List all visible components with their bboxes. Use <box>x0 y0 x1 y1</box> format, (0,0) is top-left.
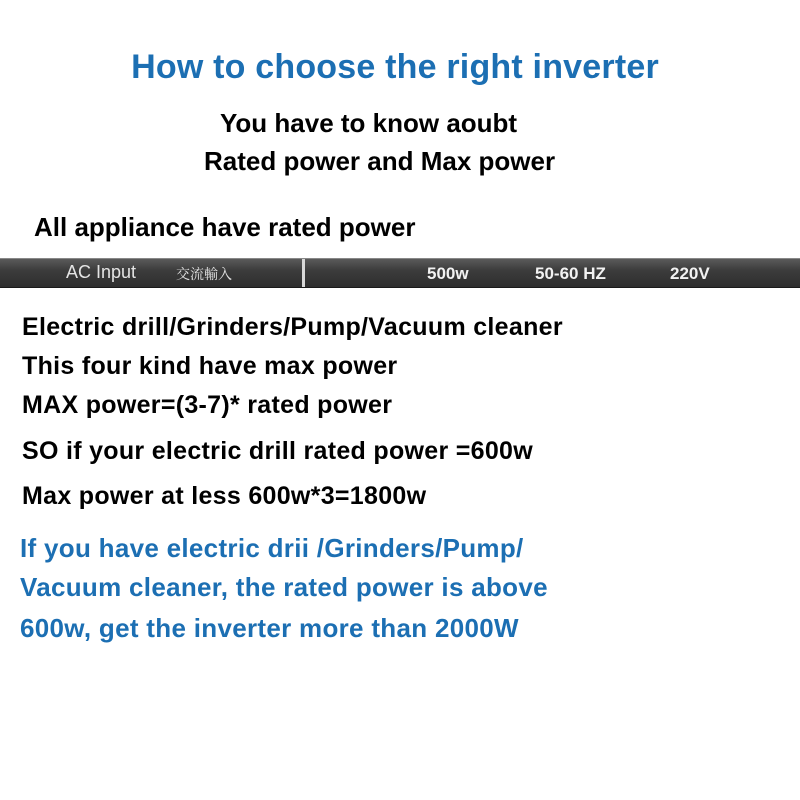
spec-voltage-value: 220V <box>670 264 710 283</box>
advice-line-2: Vacuum cleaner, the rated power is above <box>20 572 548 602</box>
advice-line-1: If you have electric drii /Grinders/Pump/ <box>20 533 524 563</box>
appliance-spec-label-strip <box>0 258 800 288</box>
advice-line-3: 600w, get the inverter more than 2000W <box>20 613 519 643</box>
subtitle-line-2: Rated power and Max power <box>204 146 556 176</box>
subtitle-line-1: You have to know aoubt <box>220 108 518 138</box>
body-line-max-power-formula: MAX power=(3-7)* rated power <box>22 391 393 419</box>
spec-frequency-value: 50-60 HZ <box>535 264 606 283</box>
spec-divider <box>302 259 305 287</box>
body-line-drill-example: SO if your electric drill rated power =600w <box>22 437 533 465</box>
body-line-max-power-example: Max power at less 600w*3=1800w <box>22 482 427 510</box>
body-line-max-power-kinds: This four kind have max power <box>22 352 398 380</box>
section-heading: All appliance have rated power <box>34 212 416 242</box>
spec-power-value: 500w <box>427 264 469 283</box>
spec-input-label: AC Input <box>66 262 137 282</box>
body-line-appliances: Electric drill/Grinders/Pump/Vacuum cleaner <box>22 313 563 341</box>
page-title: How to choose the right inverter <box>131 48 659 86</box>
spec-input-label-chinese: 交流輸入 <box>176 266 232 282</box>
